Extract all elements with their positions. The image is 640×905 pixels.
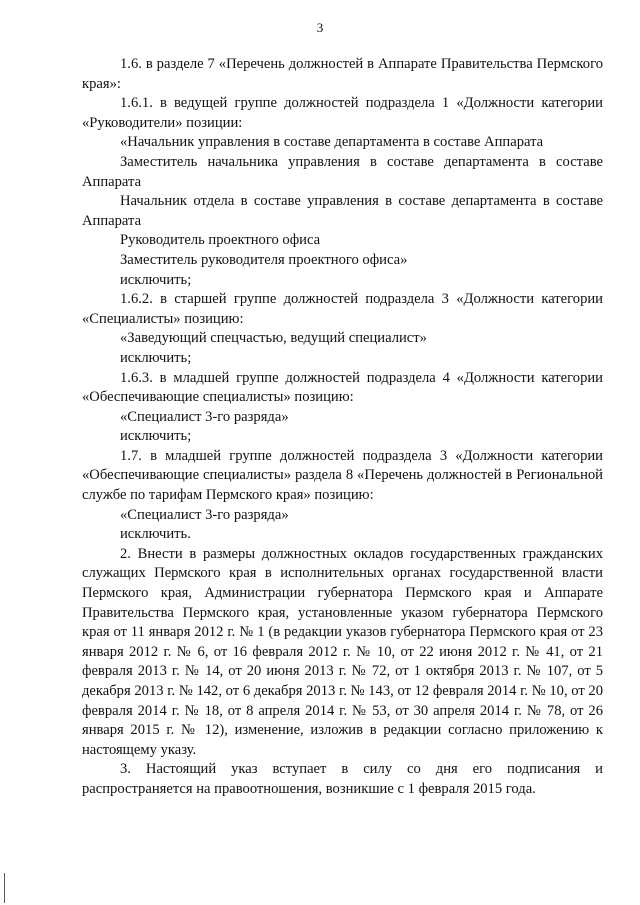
scan-margin-line	[4, 873, 5, 903]
exclude-instruction: исключить;	[120, 428, 192, 445]
exclude-instruction: исключить;	[120, 271, 192, 288]
position-list-item: Руководитель проектного офиса	[120, 232, 321, 249]
exclude-instruction: исключить.	[120, 526, 191, 543]
exclude-instruction: исключить;	[120, 349, 192, 366]
position-list-item: Заместитель начальника управления в составе департамента в составе Аппарата	[82, 153, 603, 190]
paragraph-2: 2. Внести в размеры должностных окладов государственных гражданских служащих Пермского края в исполнительных органах государственной власти Пермского края, Администрации губернатора Пермского края и Аппарате Правительства Пермского края, установленные указом губернатора Пермского края от 11 января 2012 г. № 1 (в редакции указов губернатора Пермского края от 23 января 2012 г. № 6, от 16 февраля 2012 г. № 10, от 22 июня 2012 г. № 41, от 21 февраля 2013 г. № 14, от 20 июня 2013 г. № 72, от 1 октября 2013 г. № 107, от 5 декабря 2013 г. № 142, от 6 декабря 2013 г. № 143, от 12 февраля 2014 г. № 10, от 20 февраля 2014 г. № 18, от 8 апреля 2014 г. № 53, от 30 апреля 2014 г. № 78, от 26 января 2015 г. № 12), изменение, изложив в редакции согласно приложению к настоящему указу.	[82, 545, 603, 758]
paragraph-1-6-3: 1.6.3. в младшей группе должностей подраздела 4 «Должности категории «Обеспечивающие специалисты» позицию:	[82, 369, 603, 406]
position-list-item: «Заведующий спецчастью, ведущий специалист»	[120, 330, 427, 347]
page-number: 3	[316, 20, 324, 35]
paragraph-3: 3. Настоящий указ вступает в силу со дня его подписания и распространяется на правоотношения, возникшие с 1 февраля 2015 года.	[82, 761, 603, 797]
position-list-item: Начальник отдела в составе управления в составе департамента в составе Аппарата	[82, 193, 603, 229]
position-list-item: «Специалист 3-го разряда»	[120, 506, 289, 523]
paragraph-1-6-2: 1.6.2. в старшей группе должностей подраздела 3 «Должности категории «Специалисты» позицию:	[82, 291, 603, 327]
paragraph-1-6: 1.6. в разделе 7 «Перечень должностей в Аппарате Правительства Пермского края»:	[82, 56, 603, 92]
paragraph-1-6-1: 1.6.1. в ведущей группе должностей подраздела 1 «Должности категории «Руководители» позиции:	[82, 95, 603, 131]
position-list-item: «Специалист 3-го разряда»	[120, 408, 289, 425]
position-list-item: Заместитель руководителя проектного офиса»	[120, 251, 408, 268]
paragraph-1-7: 1.7. в младшей группе должностей подраздела 3 «Должности категории «Обеспечивающие специалисты» раздела 8 «Перечень должностей в Региональной службе по тарифам Пермского края» позицию:	[82, 447, 603, 504]
position-list-item: «Начальник управления в составе департамента в составе Аппарата	[120, 134, 544, 151]
document-body	[82, 55, 603, 800]
